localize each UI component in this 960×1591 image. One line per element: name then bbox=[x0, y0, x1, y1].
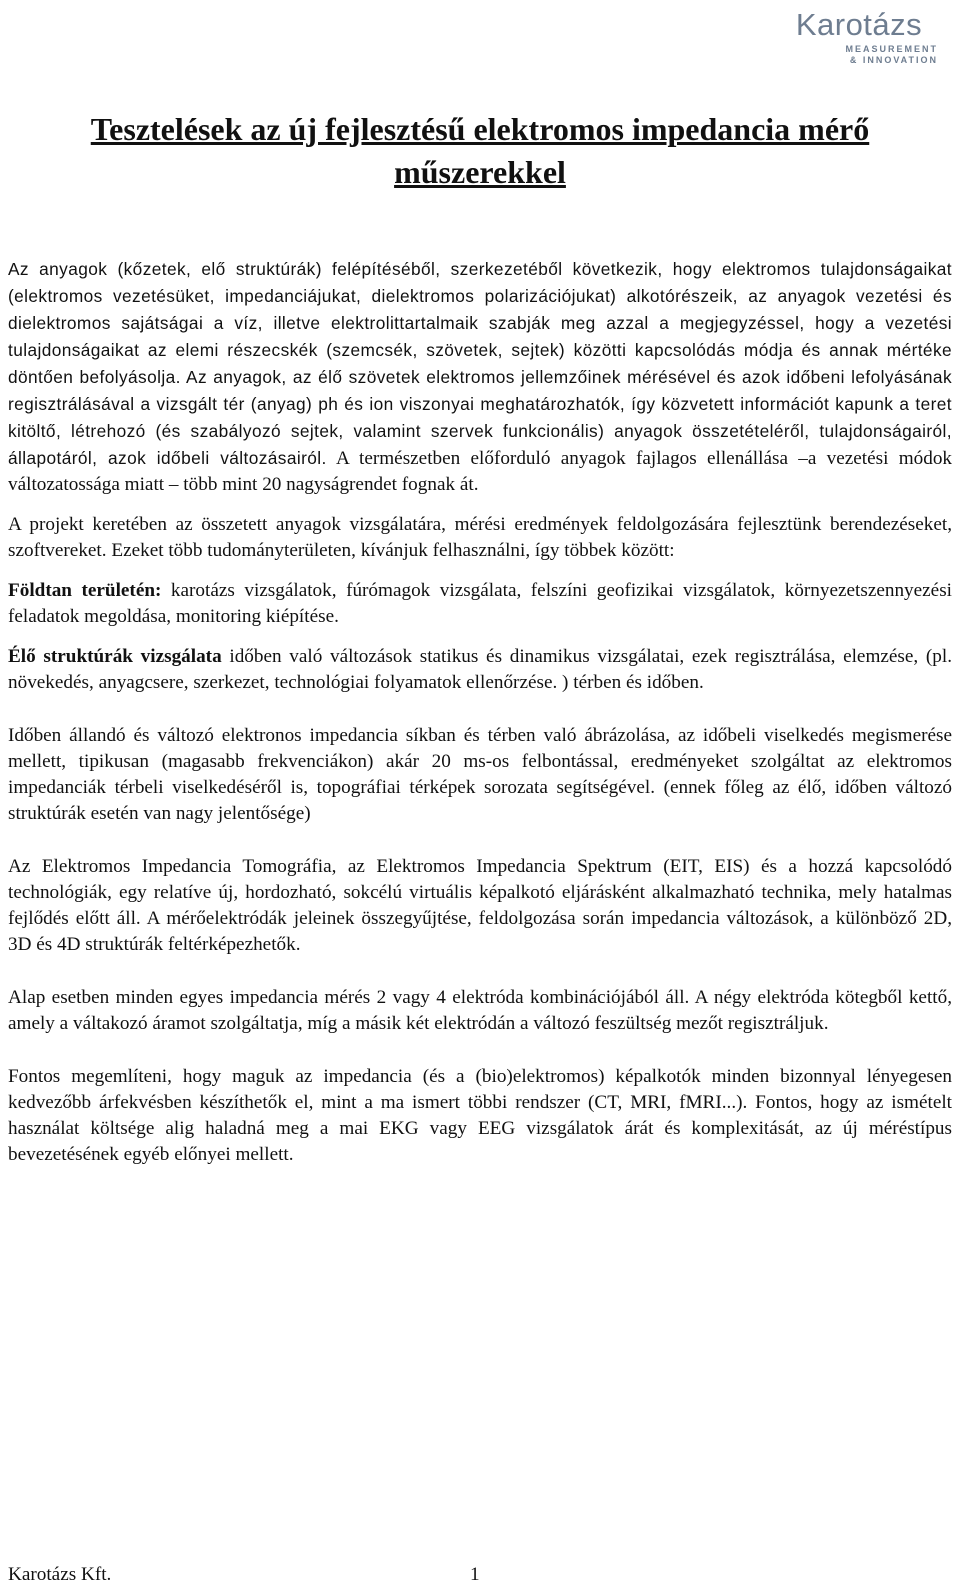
paragraph-living-structures bbox=[8, 644, 952, 696]
footer-company: Karotázs Kft. bbox=[8, 1564, 112, 1585]
logo-tagline-1: MEASUREMENT bbox=[845, 44, 938, 54]
document-title: Tesztelések az új fejlesztésű elektromos impedancia mérő műszerekkel bbox=[90, 111, 870, 190]
paragraph-intro-sans-text: Az anyagok (kőzetek, elő struktúrák) felépítéséből, szerkezetéből következik, hogy elektromos tulajdonságaikat (elektromos vezetésüket, impedanciájukat, dielektromos polarizációjukat) alkotórészeik, az anyagok vezetési és dielektromos sajátságai a víz, illetve elektrolittartalmaik szabják meg azzal a megjegyzéssel, hogy a vezetési tulajdonságaikat az elemi részecskék (szemcsék, szövetek, sejtek) közötti kapcsolódás módja és annak mértéke döntően befolyásolja. Az anyagok, az élő szövetek elektromos jellemzőinek mérésével és azok időbeni lefolyásának regisztrálásával a vizsgált tér (anyag) ph és ion viszonyai meghatározhatók, így közvetett információt kapunk a teret kitöltő, létrehozó (és szabályozó sejtek, valamint szervek funkcionális) anyagok összetételéről, tulajdonságairól, állapotáról, azok időbeli változásairól. bbox=[8, 259, 952, 468]
page-footer bbox=[8, 1562, 480, 1588]
paragraph-eit-eis: Az Elektromos Impedancia Tomográfia, az Elektromos Impedancia Spektrum (EIT, EIS) és a hozzá kapcsolódó technológiák, egy relatíve új, hordozható, sokcélú virtuális képalkotó eljárásként alkalmazható technika, mely hatalmas fejlődés előtt áll. A mérőelektródák jeleinek összegyűjtése, feldolgozása során impedancia változások, a különböző 2D, 3D és 4D struktúrák feltérképezhetők. bbox=[8, 856, 952, 955]
living-structures-text: időben való változások statikus és dinamikus vizsgálatai, ezek regisztrálása, elemzése, (pl. növekedés, anyagcsere, szerkezet, technológiai folyamatok ellenőrzése. ) térben és időben. bbox=[8, 646, 952, 693]
geology-heading: Földtan területén: bbox=[8, 580, 162, 601]
paragraph-electrodes: Alap esetben minden egyes impedancia mérés 2 vagy 4 elektróda kombinációjából áll. A négy elektróda kötegből kettő, amely a váltakozó áramot szolgáltatja, míg a másik két elektródán a változó feszültség mezőt regisztráljuk. bbox=[8, 987, 952, 1034]
paragraph-impedance-imaging: Időben állandó és változó elektronos impedancia síkban és térben való ábrázolása, az időbeli viselkedés megismerése mellett, tipikusan (magasabb frekvenciákon) akár 20 ms-os felbontással, eredményeket szolgáltat az elektromos impedanciák térbeli viselkedéséről is, topográfiai térképek sorozata segítségével. (ennek főleg az élő, időben változó struktúrák esetén van nagy jelentősége) bbox=[8, 725, 952, 824]
paragraph-project: A projekt keretében az összetett anyagok vizsgálatára, mérési eredmények feldolgozására fejlesztünk berendezéseket, szoftvereket. Ezeket több tudományterületen, kívánjuk felhasználni, így többek között: bbox=[8, 514, 952, 561]
living-structures-heading: Élő struktúrák vizsgálata bbox=[8, 646, 222, 667]
paragraph-intro bbox=[8, 256, 952, 498]
geology-text: karotázs vizsgálatok, fúrómagok vizsgálata, felszíni geofizikai vizsgálatok, környezetszennyezési feladatok megoldása, monitoring kiépítése. bbox=[8, 580, 952, 627]
page-number: 1 bbox=[470, 1564, 480, 1585]
document-body bbox=[8, 256, 952, 1195]
paragraph-geology bbox=[8, 578, 952, 630]
logo-name: Karotázs bbox=[795, 7, 923, 42]
paragraph-cost: Fontos megemlíteni, hogy maguk az impedancia (és a (bio)elektromos) képalkotók minden bizonnyal lényegesen kedvezőbb árfekvésben készíthetők el, mint a ma ismert többi rendszer (CT, MRI, fMRI...). Fontos, hogy az ismételt használat költsége alig haladná meg a mai EKG vagy EEG vizsgálatok árát és komplexitását, az új méréstípus bevezetésének egyéb előnyei mellett. bbox=[8, 1066, 952, 1165]
company-logo bbox=[774, 6, 944, 72]
logo-tagline-2: & INNOVATION bbox=[849, 55, 938, 65]
paragraph-intro-serif-text: A természetben előforduló anyagok fajlagos ellenállása –a vezetési módok változatossága miatt – több mint 20 nagyságrendet fognak át. bbox=[8, 448, 953, 495]
